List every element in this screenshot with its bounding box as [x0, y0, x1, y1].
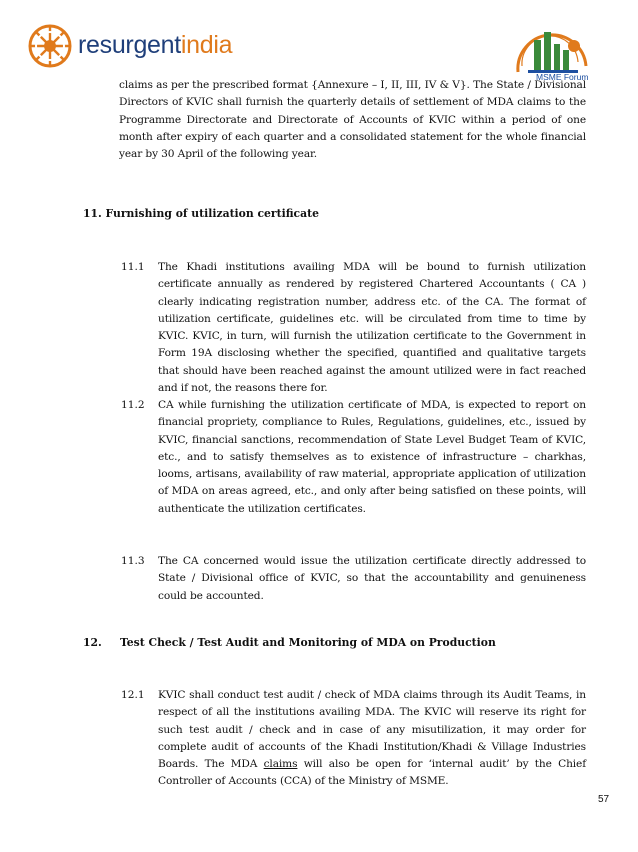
item-text-11-2: CA while furnishing the utilization certificate of MDA, is expected to report on financial propriety, compliance to Rules, Regulations, guidelines, etc., issued by KVIC, financial sanctions, recommendation of State Level Budget Team of KVIC, etc., and to satisfy themselves as to existence of infrastructure – charkhas, looms, artisans, availability of raw material, appropriate application of utilization of MDA on areas agreed, etc., and only after being satisfied on these points, will authenticate the utilization certificates. [158, 399, 586, 515]
section-12-number: 12. [83, 636, 102, 649]
item-number-11-2: 11.2 [121, 399, 145, 411]
item-text-12-1 [158, 687, 586, 791]
forum-label: MSME Forum [536, 72, 589, 82]
item-number-11-1: 11.1 [121, 261, 145, 273]
item-number-11-3: 11.3 [121, 555, 145, 567]
brand-wordmark [78, 30, 232, 60]
item-text-11-3: The CA concerned would issue the utilization certificate directly addressed to State / Divisional office of KVIC, so that the accountability and genuineness could be accounted. [158, 555, 586, 602]
item-text-12-1-part1: KVIC shall conduct test audit / check of MDA claims through its Audit Teams, in respect of all the institutions availing MDA. The KVIC will reserve its right for such test audit / check and in case of any misutilization, it may order for complete audit of accounts of the Khadi Institution/Khadi & Village Industries Boards. The MDA [158, 689, 586, 771]
item-number-12-1: 12.1 [121, 689, 145, 701]
section-11-heading: 11. Furnishing of utilization certificate [83, 207, 319, 220]
brand-part1: resurgent [78, 31, 181, 59]
item-text-12-1-part2: will also be open for ‘internal audit’ by the Chief Controller of Accounts (CCA) of the Ministry of MSME. [158, 758, 586, 788]
intro-paragraph: claims as per the prescribed format {Annexure – I, II, III, IV & V}. The State / Divisional Directors of KVIC shall furnish the quarterly details of settlement of MDA claims to the Programme Directorate and Directorate of Accounts of KVIC within a period of one month after expiry of each quarter and a consolidated statement for the whole financial year by 30 April of the following year. [119, 79, 586, 161]
sun-wheel-icon [26, 22, 74, 70]
underlined-word-claims: claims [263, 758, 298, 771]
page-number: 57 [598, 794, 610, 805]
item-text-11-1: The Khadi institutions availing MDA will be bound to furnish utilization certificate annually as rendered by registered Chartered Accountants ( CA ) clearly indicating registration number, address etc. of the CA. The format of utilization certificate, guidelines etc. will be circulated from time to time by KVIC. KVIC, in turn, will furnish the utilization certificate to the Government in Form 19A disclosing whether the specified, quantified and qualitative targets that should have been reached against the amount utilized were in fact reached and if not, the reasons there for. [158, 261, 586, 395]
section-12-heading: Test Check / Test Audit and Monitoring of MDA on Production [120, 636, 496, 649]
brand-part2: india [180, 31, 233, 59]
